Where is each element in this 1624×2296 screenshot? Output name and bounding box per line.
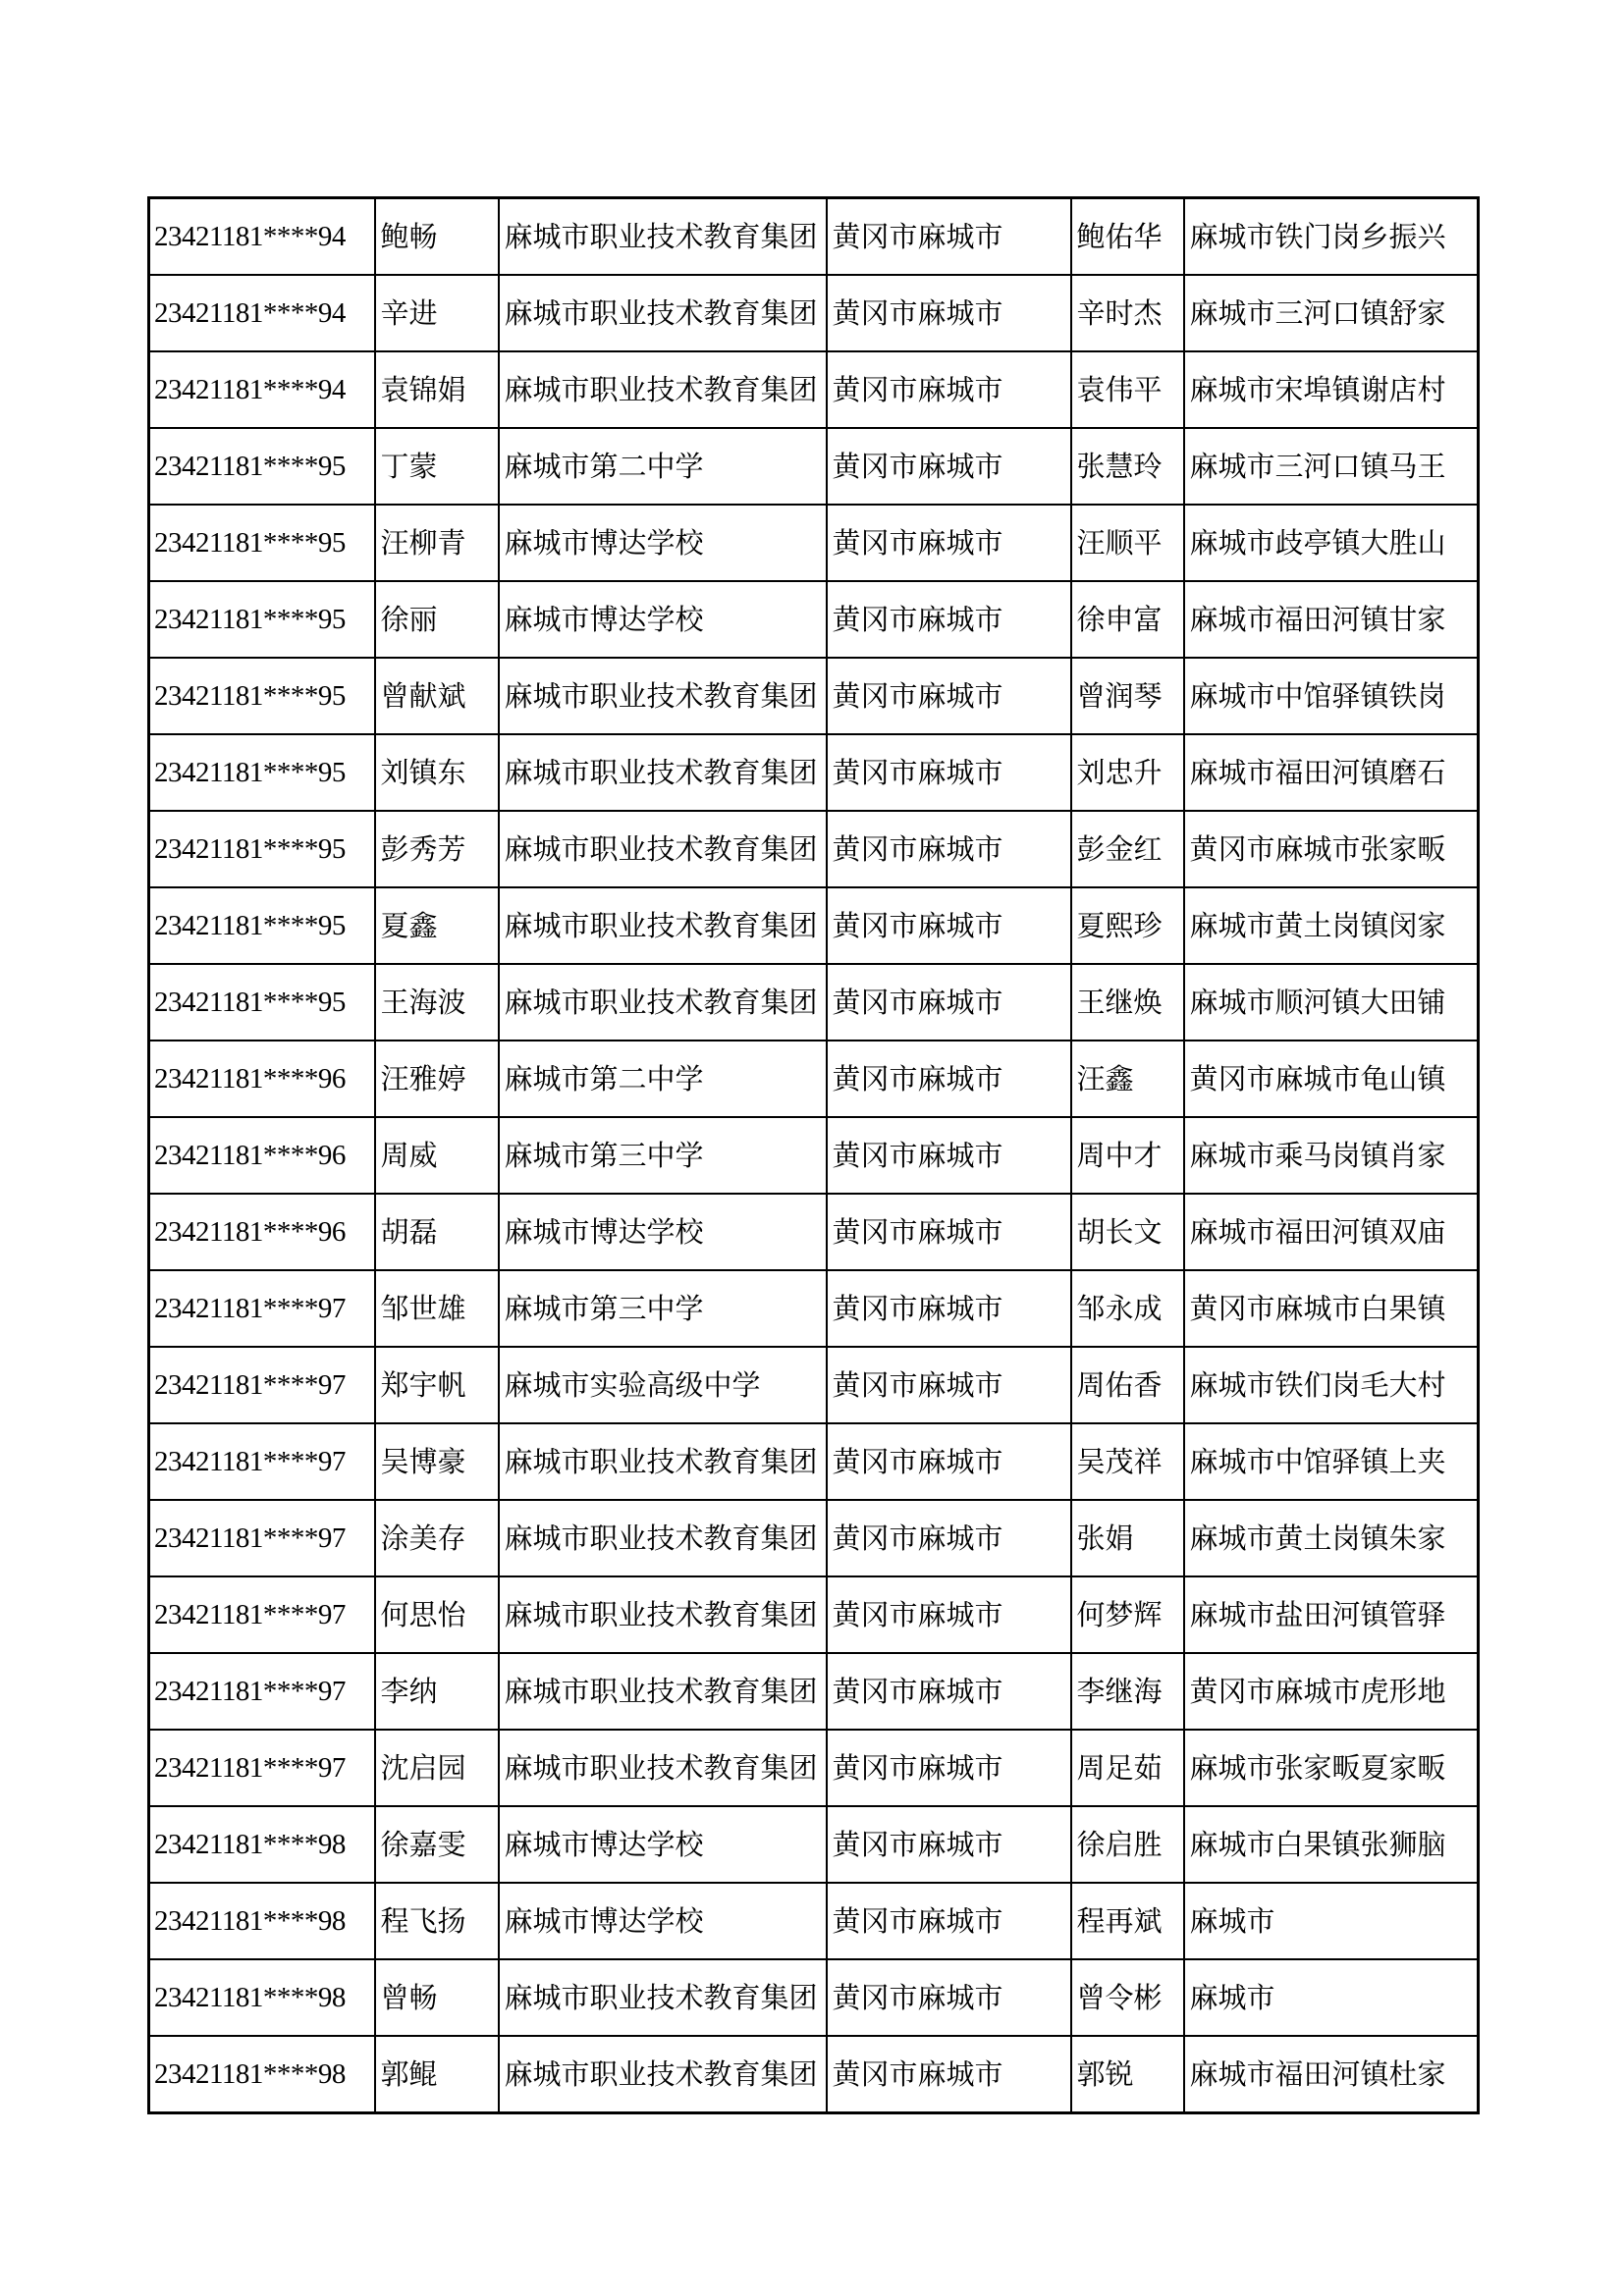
table-row [149,658,1479,734]
name-cell: 程飞扬 [375,1883,499,1959]
id-cell: 23421181****94 [149,351,375,428]
address-cell: 麻城市黄土岗镇闵家 [1184,887,1479,964]
id-cell: 23421181****98 [149,2036,375,2113]
table-row [149,351,1479,428]
table-row [149,811,1479,887]
address-cell: 麻城市福田河镇甘家 [1184,581,1479,658]
address-cell: 麻城市黄土岗镇朱家 [1184,1500,1479,1576]
school-cell: 麻城市第三中学 [499,1270,827,1347]
name-cell: 曾畅 [375,1959,499,2036]
table-body [149,198,1479,2113]
school-cell: 麻城市第二中学 [499,1041,827,1117]
id-cell: 23421181****97 [149,1500,375,1576]
address-cell: 麻城市白果镇张狮脑 [1184,1806,1479,1883]
address-cell: 黄冈市麻城市张家畈 [1184,811,1479,887]
name-cell: 周威 [375,1117,499,1194]
guardian-cell: 徐申富 [1071,581,1184,658]
region-cell: 黄冈市麻城市 [827,351,1071,428]
address-cell: 麻城市中馆驿镇铁岗 [1184,658,1479,734]
school-cell: 麻城市第三中学 [499,1117,827,1194]
region-cell: 黄冈市麻城市 [827,811,1071,887]
guardian-cell: 彭金红 [1071,811,1184,887]
table-row [149,198,1479,276]
name-cell: 王海波 [375,964,499,1041]
id-cell: 23421181****97 [149,1730,375,1806]
region-cell: 黄冈市麻城市 [827,1959,1071,2036]
school-cell: 麻城市职业技术教育集团 [499,1730,827,1806]
school-cell: 麻城市职业技术教育集团 [499,887,827,964]
name-cell: 彭秀芳 [375,811,499,887]
address-cell: 麻城市福田河镇双庙 [1184,1194,1479,1270]
id-cell: 23421181****96 [149,1194,375,1270]
id-cell: 23421181****95 [149,581,375,658]
table-row [149,1806,1479,1883]
table-row [149,581,1479,658]
id-cell: 23421181****95 [149,887,375,964]
guardian-cell: 刘忠升 [1071,734,1184,811]
school-cell: 麻城市职业技术教育集团 [499,1959,827,2036]
region-cell: 黄冈市麻城市 [827,1806,1071,1883]
name-cell: 涂美存 [375,1500,499,1576]
address-cell: 黄冈市麻城市龟山镇 [1184,1041,1479,1117]
table-row [149,1653,1479,1730]
id-cell: 23421181****94 [149,275,375,351]
guardian-cell: 胡长文 [1071,1194,1184,1270]
id-cell: 23421181****95 [149,811,375,887]
name-cell: 汪柳青 [375,505,499,581]
name-cell: 吴博豪 [375,1423,499,1500]
guardian-cell: 王继焕 [1071,964,1184,1041]
school-cell: 麻城市职业技术教育集团 [499,734,827,811]
guardian-cell: 徐启胜 [1071,1806,1184,1883]
table-row [149,734,1479,811]
table-row [149,964,1479,1041]
id-cell: 23421181****95 [149,505,375,581]
name-cell: 袁锦娟 [375,351,499,428]
address-cell: 麻城市宋埠镇谢店村 [1184,351,1479,428]
id-cell: 23421181****97 [149,1270,375,1347]
guardian-cell: 曾润琴 [1071,658,1184,734]
table-row [149,1423,1479,1500]
address-cell: 麻城市三河口镇舒家 [1184,275,1479,351]
region-cell: 黄冈市麻城市 [827,1194,1071,1270]
school-cell: 麻城市博达学校 [499,505,827,581]
guardian-cell: 李继海 [1071,1653,1184,1730]
id-cell: 23421181****94 [149,198,375,276]
region-cell: 黄冈市麻城市 [827,1117,1071,1194]
guardian-cell: 张娟 [1071,1500,1184,1576]
school-cell: 麻城市博达学校 [499,1194,827,1270]
id-cell: 23421181****97 [149,1576,375,1653]
id-cell: 23421181****95 [149,658,375,734]
school-cell: 麻城市职业技术教育集团 [499,964,827,1041]
school-cell: 麻城市职业技术教育集团 [499,275,827,351]
school-cell: 麻城市职业技术教育集团 [499,2036,827,2113]
school-cell: 麻城市博达学校 [499,1883,827,1959]
name-cell: 沈启园 [375,1730,499,1806]
region-cell: 黄冈市麻城市 [827,887,1071,964]
name-cell: 胡磊 [375,1194,499,1270]
guardian-cell: 张慧玲 [1071,428,1184,505]
table-row [149,1194,1479,1270]
name-cell: 郭鲲 [375,2036,499,2113]
guardian-cell: 何梦辉 [1071,1576,1184,1653]
table-row [149,1347,1479,1423]
address-cell: 麻城市乘马岗镇肖家 [1184,1117,1479,1194]
id-cell: 23421181****95 [149,734,375,811]
guardian-cell: 夏熙珍 [1071,887,1184,964]
school-cell: 麻城市职业技术教育集团 [499,351,827,428]
address-cell: 麻城市 [1184,1959,1479,2036]
region-cell: 黄冈市麻城市 [827,1730,1071,1806]
address-cell: 麻城市盐田河镇管驿 [1184,1576,1479,1653]
table-row [149,887,1479,964]
guardian-cell: 汪顺平 [1071,505,1184,581]
name-cell: 邹世雄 [375,1270,499,1347]
table-row [149,275,1479,351]
name-cell: 辛进 [375,275,499,351]
name-cell: 徐丽 [375,581,499,658]
guardian-cell: 周中才 [1071,1117,1184,1194]
school-cell: 麻城市第二中学 [499,428,827,505]
school-cell: 麻城市职业技术教育集团 [499,1500,827,1576]
name-cell: 何思怡 [375,1576,499,1653]
school-cell: 麻城市职业技术教育集团 [499,811,827,887]
table-row [149,1730,1479,1806]
region-cell: 黄冈市麻城市 [827,1576,1071,1653]
region-cell: 黄冈市麻城市 [827,275,1071,351]
guardian-cell: 吴茂祥 [1071,1423,1184,1500]
name-cell: 丁蒙 [375,428,499,505]
address-cell: 麻城市三河口镇马王 [1184,428,1479,505]
id-cell: 23421181****97 [149,1653,375,1730]
guardian-cell: 汪鑫 [1071,1041,1184,1117]
table-row [149,1270,1479,1347]
name-cell: 曾献斌 [375,658,499,734]
region-cell: 黄冈市麻城市 [827,734,1071,811]
region-cell: 黄冈市麻城市 [827,2036,1071,2113]
guardian-cell: 曾令彬 [1071,1959,1184,2036]
address-cell: 麻城市张家畈夏家畈 [1184,1730,1479,1806]
guardian-cell: 辛时杰 [1071,275,1184,351]
name-cell: 鲍畅 [375,198,499,276]
table-row [149,2036,1479,2113]
table-row [149,428,1479,505]
guardian-cell: 袁伟平 [1071,351,1184,428]
region-cell: 黄冈市麻城市 [827,1883,1071,1959]
name-cell: 汪雅婷 [375,1041,499,1117]
id-cell: 23421181****98 [149,1883,375,1959]
name-cell: 刘镇东 [375,734,499,811]
table-row [149,1883,1479,1959]
region-cell: 黄冈市麻城市 [827,1270,1071,1347]
address-cell: 麻城市铁门岗乡振兴 [1184,198,1479,276]
school-cell: 麻城市职业技术教育集团 [499,198,827,276]
guardian-cell: 郭锐 [1071,2036,1184,2113]
address-cell: 麻城市福田河镇磨石 [1184,734,1479,811]
table-row [149,1041,1479,1117]
guardian-cell: 周佑香 [1071,1347,1184,1423]
region-cell: 黄冈市麻城市 [827,964,1071,1041]
id-cell: 23421181****98 [149,1806,375,1883]
id-cell: 23421181****96 [149,1117,375,1194]
table-row [149,1117,1479,1194]
name-cell: 郑宇帆 [375,1347,499,1423]
school-cell: 麻城市博达学校 [499,1806,827,1883]
region-cell: 黄冈市麻城市 [827,1347,1071,1423]
table-row [149,1576,1479,1653]
guardian-cell: 邹永成 [1071,1270,1184,1347]
table-row [149,1959,1479,2036]
region-cell: 黄冈市麻城市 [827,198,1071,276]
name-cell: 李纳 [375,1653,499,1730]
address-cell: 麻城市歧亭镇大胜山 [1184,505,1479,581]
school-cell: 麻城市职业技术教育集团 [499,1576,827,1653]
guardian-cell: 周足茹 [1071,1730,1184,1806]
id-cell: 23421181****95 [149,964,375,1041]
id-cell: 23421181****98 [149,1959,375,2036]
address-cell: 麻城市铁们岗毛大村 [1184,1347,1479,1423]
id-cell: 23421181****97 [149,1347,375,1423]
guardian-cell: 程再斌 [1071,1883,1184,1959]
guardian-cell: 鲍佑华 [1071,198,1184,276]
school-cell: 麻城市职业技术教育集团 [499,658,827,734]
region-cell: 黄冈市麻城市 [827,505,1071,581]
id-cell: 23421181****95 [149,428,375,505]
region-cell: 黄冈市麻城市 [827,581,1071,658]
address-cell: 麻城市中馆驿镇上夹 [1184,1423,1479,1500]
address-cell: 麻城市顺河镇大田铺 [1184,964,1479,1041]
address-cell: 黄冈市麻城市白果镇 [1184,1270,1479,1347]
address-cell: 麻城市福田河镇杜家 [1184,2036,1479,2113]
school-cell: 麻城市实验高级中学 [499,1347,827,1423]
table-row [149,505,1479,581]
id-cell: 23421181****96 [149,1041,375,1117]
school-cell: 麻城市博达学校 [499,581,827,658]
school-cell: 麻城市职业技术教育集团 [499,1423,827,1500]
region-cell: 黄冈市麻城市 [827,658,1071,734]
name-cell: 徐嘉雯 [375,1806,499,1883]
region-cell: 黄冈市麻城市 [827,1500,1071,1576]
address-cell: 黄冈市麻城市虎形地 [1184,1653,1479,1730]
address-cell: 麻城市 [1184,1883,1479,1959]
table-row [149,1500,1479,1576]
region-cell: 黄冈市麻城市 [827,1423,1071,1500]
school-cell: 麻城市职业技术教育集团 [499,1653,827,1730]
region-cell: 黄冈市麻城市 [827,1041,1071,1117]
data-table [147,196,1480,2114]
id-cell: 23421181****97 [149,1423,375,1500]
name-cell: 夏鑫 [375,887,499,964]
region-cell: 黄冈市麻城市 [827,428,1071,505]
region-cell: 黄冈市麻城市 [827,1653,1071,1730]
